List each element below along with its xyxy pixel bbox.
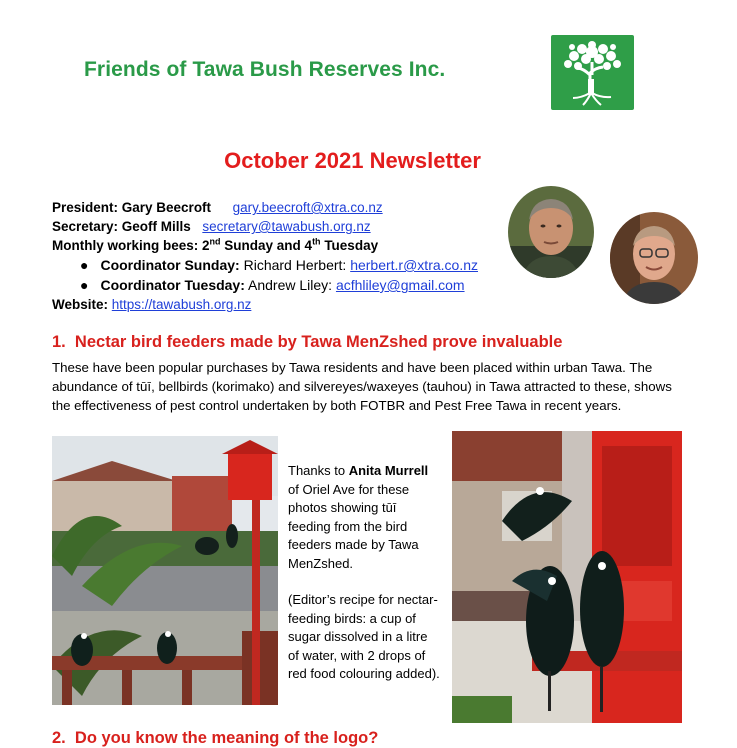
working-bees-mid: Sunday and 4 [220,238,313,253]
section1-heading: 1. Nectar bird feeders made by Tawa MenZshed prove invaluable [52,333,563,351]
photo-caption [288,462,440,684]
coord-sunday-name: Richard Herbert: [239,257,351,273]
tui-feeder-photo-left [52,436,278,705]
secretary-line [52,217,371,236]
coord-tuesday-name: Andrew Liley: [244,277,336,293]
secretary-portrait [610,212,698,304]
website-label: Website: [52,297,109,312]
coord-tuesday-label: Coordinator Tuesday: [100,277,245,293]
bullet-icon: ● [80,277,89,293]
coord-tuesday-email-link[interactable]: acfhliley@gmail.com [335,277,465,293]
working-bees-suffix: Tuesday [320,238,379,253]
section1-paragraph: These have been popular purchases by Tawa residents and have been placed within urban Tawa. The abundance of tūī, bellbirds (korimako) and silvereyes/waxeyes (tauhou) in Tawa attracted to these, shows the effectiveness of pest control undertaken by both FOTBR and Pest Free Tawa in recent years. [52,360,672,413]
newsletter-title: October 2021 Newsletter [224,148,481,173]
working-bees-prefix: Monthly working bees: 2 [52,238,210,253]
president-portrait [508,186,594,278]
working-bees-sup2: th [312,236,321,247]
tui-feeder-photo-right [452,431,682,723]
coordinator-tuesday-item [80,277,465,293]
website-link[interactable]: https://tawabush.org.nz [111,297,252,312]
caption-rest: of Oriel Ave for these photos showing tūī feeding from the bird feeders made by Tawa MenZshed. [288,481,419,571]
president-label: President: Gary Beecroft [52,200,212,215]
working-bees-sup1: nd [209,236,221,247]
caption-name: Anita Murrell [348,463,429,478]
president-line [52,198,383,217]
tree-logo-icon [551,35,634,110]
bullet-icon: ● [80,257,89,273]
secretary-email-link[interactable]: secretary@tawabush.org.nz [202,219,371,234]
coordinator-sunday-item [80,257,478,273]
caption-recipe: (Editor’s recipe for nectar-feeding birds: a cup of sugar dissolved in a litre of water, with 2 drops of red food colouring added). [288,592,440,681]
president-email-link[interactable]: gary.beecroft@xtra.co.nz [232,200,383,215]
website-line [52,295,251,314]
section2-heading: 2. Do you know the meaning of the logo? [52,729,379,747]
coord-sunday-label: Coordinator Sunday: [100,257,240,273]
caption-thanks: Thanks to [288,463,349,478]
coord-sunday-email-link[interactable]: herbert.r@xtra.co.nz [350,257,478,273]
secretary-label: Secretary: Geoff Mills [52,219,191,234]
org-name: Friends of Tawa Bush Reserves Inc. [84,58,446,81]
working-bees-line [52,236,378,255]
